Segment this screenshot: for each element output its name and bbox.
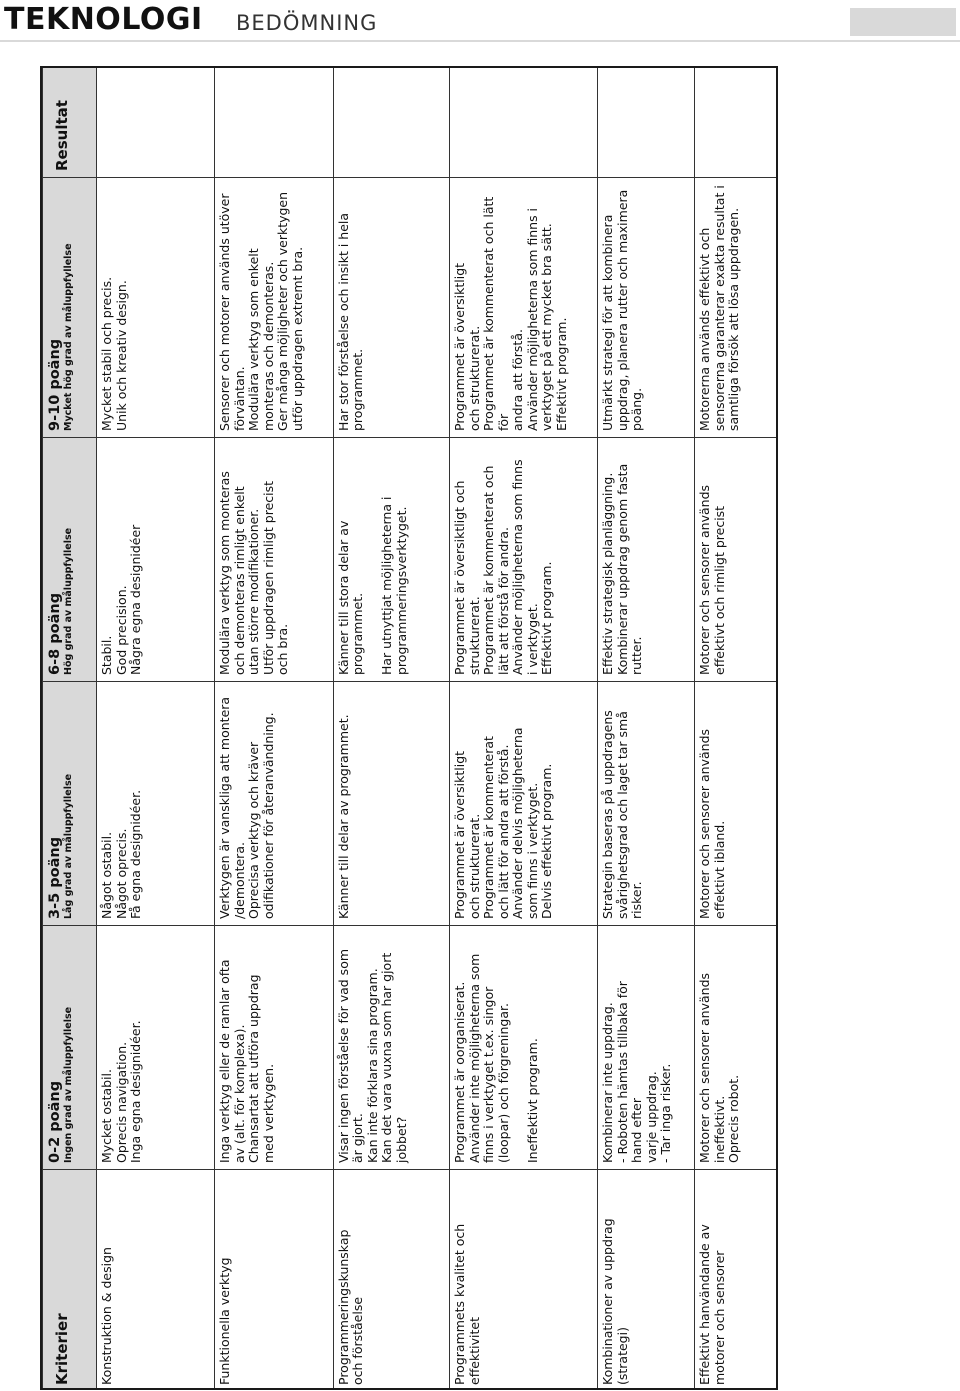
cell-text: uppdrag, planera rutter och maximera: [614, 189, 630, 431]
cell-text: Effektivt program.: [539, 561, 555, 675]
level-2-cell: [215, 438, 333, 682]
cell-text: Modulära verktyg som monteras: [217, 471, 233, 675]
cell-text: Motorer och sensorer används: [697, 484, 713, 675]
result-cell[interactable]: [97, 68, 215, 178]
cell-text: Chansartat att utföra uppdrag: [246, 974, 262, 1163]
level-3-cell: [333, 178, 449, 438]
cell-text: Använder delvis möjligheterna: [510, 727, 526, 919]
cell-text: Strategin baseras på uppdragens: [600, 710, 616, 919]
level-0-cell: [97, 926, 215, 1170]
header-row: [43, 68, 97, 1391]
cell-text: med verktygen.: [260, 1063, 276, 1163]
assessment-table-frame: [40, 66, 778, 1390]
cell-text: och strukturerat.: [466, 325, 482, 431]
cell-text: Använder inte möjligheterna som: [466, 953, 482, 1163]
cell-text: Har stor förståelse och insikt i hela: [335, 212, 351, 431]
cell-text: Mycket ostabil.: [99, 1069, 114, 1163]
criterion-cell: [97, 1170, 215, 1391]
level-3-cell: [450, 178, 598, 438]
cell-text: Utmärkt strategi för att kombinera: [600, 214, 616, 431]
cell-text: Ineffektivt program.: [524, 1038, 540, 1163]
criterion-text: (strategi): [614, 1327, 630, 1385]
cell-text: Programmet är översiktligt och: [452, 480, 468, 675]
cell-text: strukturerat.: [466, 596, 482, 675]
level-3-cell: [695, 178, 778, 438]
cell-text: God precision.: [113, 585, 129, 675]
page-header: [0, 0, 960, 44]
table-row: [695, 68, 778, 1391]
cell-text: Kombinerar uppdrag genom fasta: [614, 463, 630, 675]
level-2-cell: [695, 438, 778, 682]
cell-text: Känner till stora delar av: [335, 520, 351, 675]
cell-text: Några egna designidéer: [128, 524, 143, 675]
page-subtitle: BEDÖMNING: [236, 11, 378, 35]
cell-text: Mycket stabil och precis.: [99, 276, 114, 431]
cell-text: Få egna designidéer.: [128, 789, 143, 919]
cell-text: Känner till delar av programmet.: [335, 714, 351, 919]
result-cell[interactable]: [598, 68, 695, 178]
cell-text: förväntan.: [231, 366, 247, 431]
header-kriterier: Kriterier: [43, 1170, 97, 1391]
cell-text: Programmet är kommenterat och: [481, 465, 497, 675]
level-0-cell: [450, 926, 598, 1170]
cell-text: Har utnyttjat möjligheterna i: [379, 496, 395, 675]
level-2-cell: [450, 438, 598, 682]
criterion-text: och förståelse: [350, 1296, 366, 1385]
level-3-cell: [97, 178, 215, 438]
level-2-cell: [598, 438, 695, 682]
cell-text: Motorerna används effektivt och: [697, 227, 713, 431]
cell-text: Ger många möjligheter och verktygen: [275, 191, 291, 431]
level-1-cell: [215, 682, 333, 926]
criterion-cell: [333, 1170, 449, 1391]
criterion-text: effektivitet: [466, 1317, 482, 1385]
cell-text: verktyget på ett mycket bra sätt.: [539, 223, 555, 431]
cell-text: poäng.: [629, 387, 645, 431]
level-2-cell: [97, 438, 215, 682]
cell-text: [511, 932, 526, 1163]
cell-text: Oprecisa verktyg och kräver: [246, 741, 262, 919]
cell-text: samtliga försök att lösa uppdragen.: [726, 207, 742, 431]
cell-text: effektivt ibland.: [711, 820, 727, 919]
criterion-cell: [215, 1170, 333, 1391]
criterion-text: Kombinationer av uppdrag: [600, 1218, 616, 1385]
cell-text: Verktygen är vanskliga att montera: [217, 696, 233, 919]
cell-text: utför uppdragen extremt bra.: [289, 246, 305, 431]
cell-text: monteras och demonteras.: [260, 261, 276, 431]
cell-text: effektivt och rimligt precist: [711, 505, 727, 675]
rotated-table-container: [42, 68, 778, 1390]
level-1-cell: [450, 682, 598, 926]
cell-text: av (alt. för komplexa).: [231, 1024, 247, 1163]
header-level-1: 3-5 poäng Låg grad av måluppfyllelse: [43, 682, 97, 926]
cell-text: Inga egna designidéer.: [128, 1020, 143, 1163]
header-level-2: 6-8 poäng Hög grad av måluppfyllelse: [43, 438, 97, 682]
cell-text: - Roboten hämtas tillbaka för: [614, 981, 630, 1163]
cell-text: - Tar inga risker.: [658, 1063, 674, 1163]
table-row: [450, 68, 598, 1391]
level-0-cell: [695, 926, 778, 1170]
cell-text: /demontera.: [231, 842, 247, 919]
cell-text: Kombinerar inte uppdrag.: [600, 1002, 616, 1163]
cell-text: Programmet är översiktligt: [452, 262, 468, 431]
level-2-cell: [333, 438, 449, 682]
cell-text: rutter.: [629, 636, 645, 675]
level-0-cell: [215, 926, 333, 1170]
assessment-table: [42, 67, 778, 1390]
header-level-0: 0-2 poäng Ingen grad av måluppfyllelse: [43, 926, 97, 1170]
cell-text: och bra.: [275, 623, 291, 675]
cell-text: Modulära verktyg som enkelt: [246, 248, 262, 431]
cell-text: och demonteras rimligt enkelt: [231, 486, 247, 675]
cell-text: Sensorer och motorer används utöver: [217, 193, 233, 431]
header-divider: [0, 40, 960, 42]
cell-text: Stabil.: [99, 635, 114, 675]
cell-text: Effektiv strategisk planläggning.: [600, 472, 616, 675]
cell-text: svårighetsgrad och laget tar små: [614, 711, 630, 919]
cell-text: Använder möjligheterna som finns: [510, 459, 526, 675]
cell-text: odifikationer för återanvändning.: [260, 712, 276, 919]
cell-text: Kan det vara vuxna som har gjort: [379, 952, 395, 1163]
cell-text: programmeringsverktyget.: [393, 506, 409, 675]
table-row: [215, 68, 333, 1391]
cell-text: hand efter: [629, 1097, 645, 1163]
cell-text: Programmet är kommenterat: [481, 736, 497, 919]
cell-text: som finns i verktyget.: [524, 782, 540, 919]
result-cell[interactable]: [450, 68, 598, 178]
result-cell[interactable]: [215, 68, 333, 178]
level-1-cell: [97, 682, 215, 926]
cell-text: programmet.: [350, 592, 366, 675]
criterion-cell: [450, 1170, 598, 1391]
criterion-text: Funktionella verktyg: [217, 1257, 233, 1385]
criterion-text: Effektivt hanvändande av: [697, 1224, 713, 1385]
cell-text: och lätt för andra att förstå.: [495, 744, 511, 919]
criterion-text: Konstruktion & design: [99, 1247, 114, 1385]
level-0-cell: [598, 926, 695, 1170]
level-1-cell: [598, 682, 695, 926]
cell-text: är gjort.: [350, 1113, 366, 1163]
cell-text: Kan inte förklara sina program.: [364, 968, 380, 1163]
table-body: [97, 68, 779, 1391]
cell-text: utan större modifikationer.: [246, 508, 262, 675]
cell-text: Effektivt program.: [553, 317, 569, 431]
table-row: [598, 68, 695, 1391]
criterion-text: motorer och sensorer: [711, 1250, 727, 1385]
criterion-cell: [598, 1170, 695, 1391]
cell-text: Delvis effektivt program.: [539, 763, 555, 919]
result-cell[interactable]: [695, 68, 778, 178]
result-cell[interactable]: [333, 68, 449, 178]
cell-text: jobbet?: [393, 1116, 409, 1163]
criterion-cell: [695, 1170, 778, 1391]
cell-text: Utför uppdragen rimligt precist: [260, 480, 276, 675]
cell-text: i verktyget.: [524, 603, 540, 675]
table-row: [97, 68, 215, 1391]
cell-text: Motorer och sensorer används: [697, 972, 713, 1163]
level-0-cell: [333, 926, 449, 1170]
cell-text: ineffektivt.: [711, 1095, 727, 1163]
header-resultat: Resultat: [43, 68, 97, 178]
header-level-3: 9-10 poäng Mycket hög grad av måluppfyllelse: [43, 178, 97, 438]
cell-text: Inga verktyg eller de ramlar ofta: [217, 959, 233, 1163]
cell-text: andra att förstå.: [510, 329, 526, 431]
table-row: [333, 68, 449, 1391]
cell-text: (loopar) och förgreningar.: [495, 1003, 511, 1163]
criterion-text: Programmeringskunskap: [335, 1229, 351, 1385]
page-title: TEKNOLOGI: [4, 2, 203, 37]
header-gray-bar: [850, 8, 956, 36]
cell-text: programmet.: [350, 348, 366, 431]
cell-text: Programmet är oorganiserat.: [452, 981, 468, 1163]
level-3-cell: [215, 178, 333, 438]
cell-text: finns i verktyget t.ex. singor: [481, 986, 497, 1163]
cell-text: Något oprecis.: [113, 828, 129, 919]
level-1-cell: [695, 682, 778, 926]
cell-text: Motorer och sensorer används: [697, 728, 713, 919]
cell-text: lätt att förstå för andra.: [495, 526, 511, 675]
cell-text: Unik och kreativ design.: [113, 280, 129, 431]
criterion-text: Programmets kvalitet och: [452, 1223, 468, 1385]
cell-text: Något ostabil.: [99, 831, 114, 919]
cell-text: sensorerna garanterar exakta resultat i: [711, 185, 727, 431]
cell-text: Oprecis robot.: [726, 1074, 742, 1163]
cell-text: Använder möjligheterna som finns i: [524, 207, 540, 431]
cell-text: risker.: [629, 881, 645, 919]
level-1-cell: [333, 682, 449, 926]
cell-text: [366, 444, 381, 675]
cell-text: Programmet är kommenterat och lätt för: [481, 192, 511, 431]
cell-text: och strukturerat.: [466, 813, 482, 919]
cell-text: Visar ingen förståelse för vad som: [335, 948, 351, 1163]
cell-text: Oprecis navigation.: [113, 1041, 129, 1163]
level-3-cell: [598, 178, 695, 438]
cell-text: varje uppdrag.: [643, 1071, 659, 1163]
cell-text: Programmet är översiktligt: [452, 750, 468, 919]
